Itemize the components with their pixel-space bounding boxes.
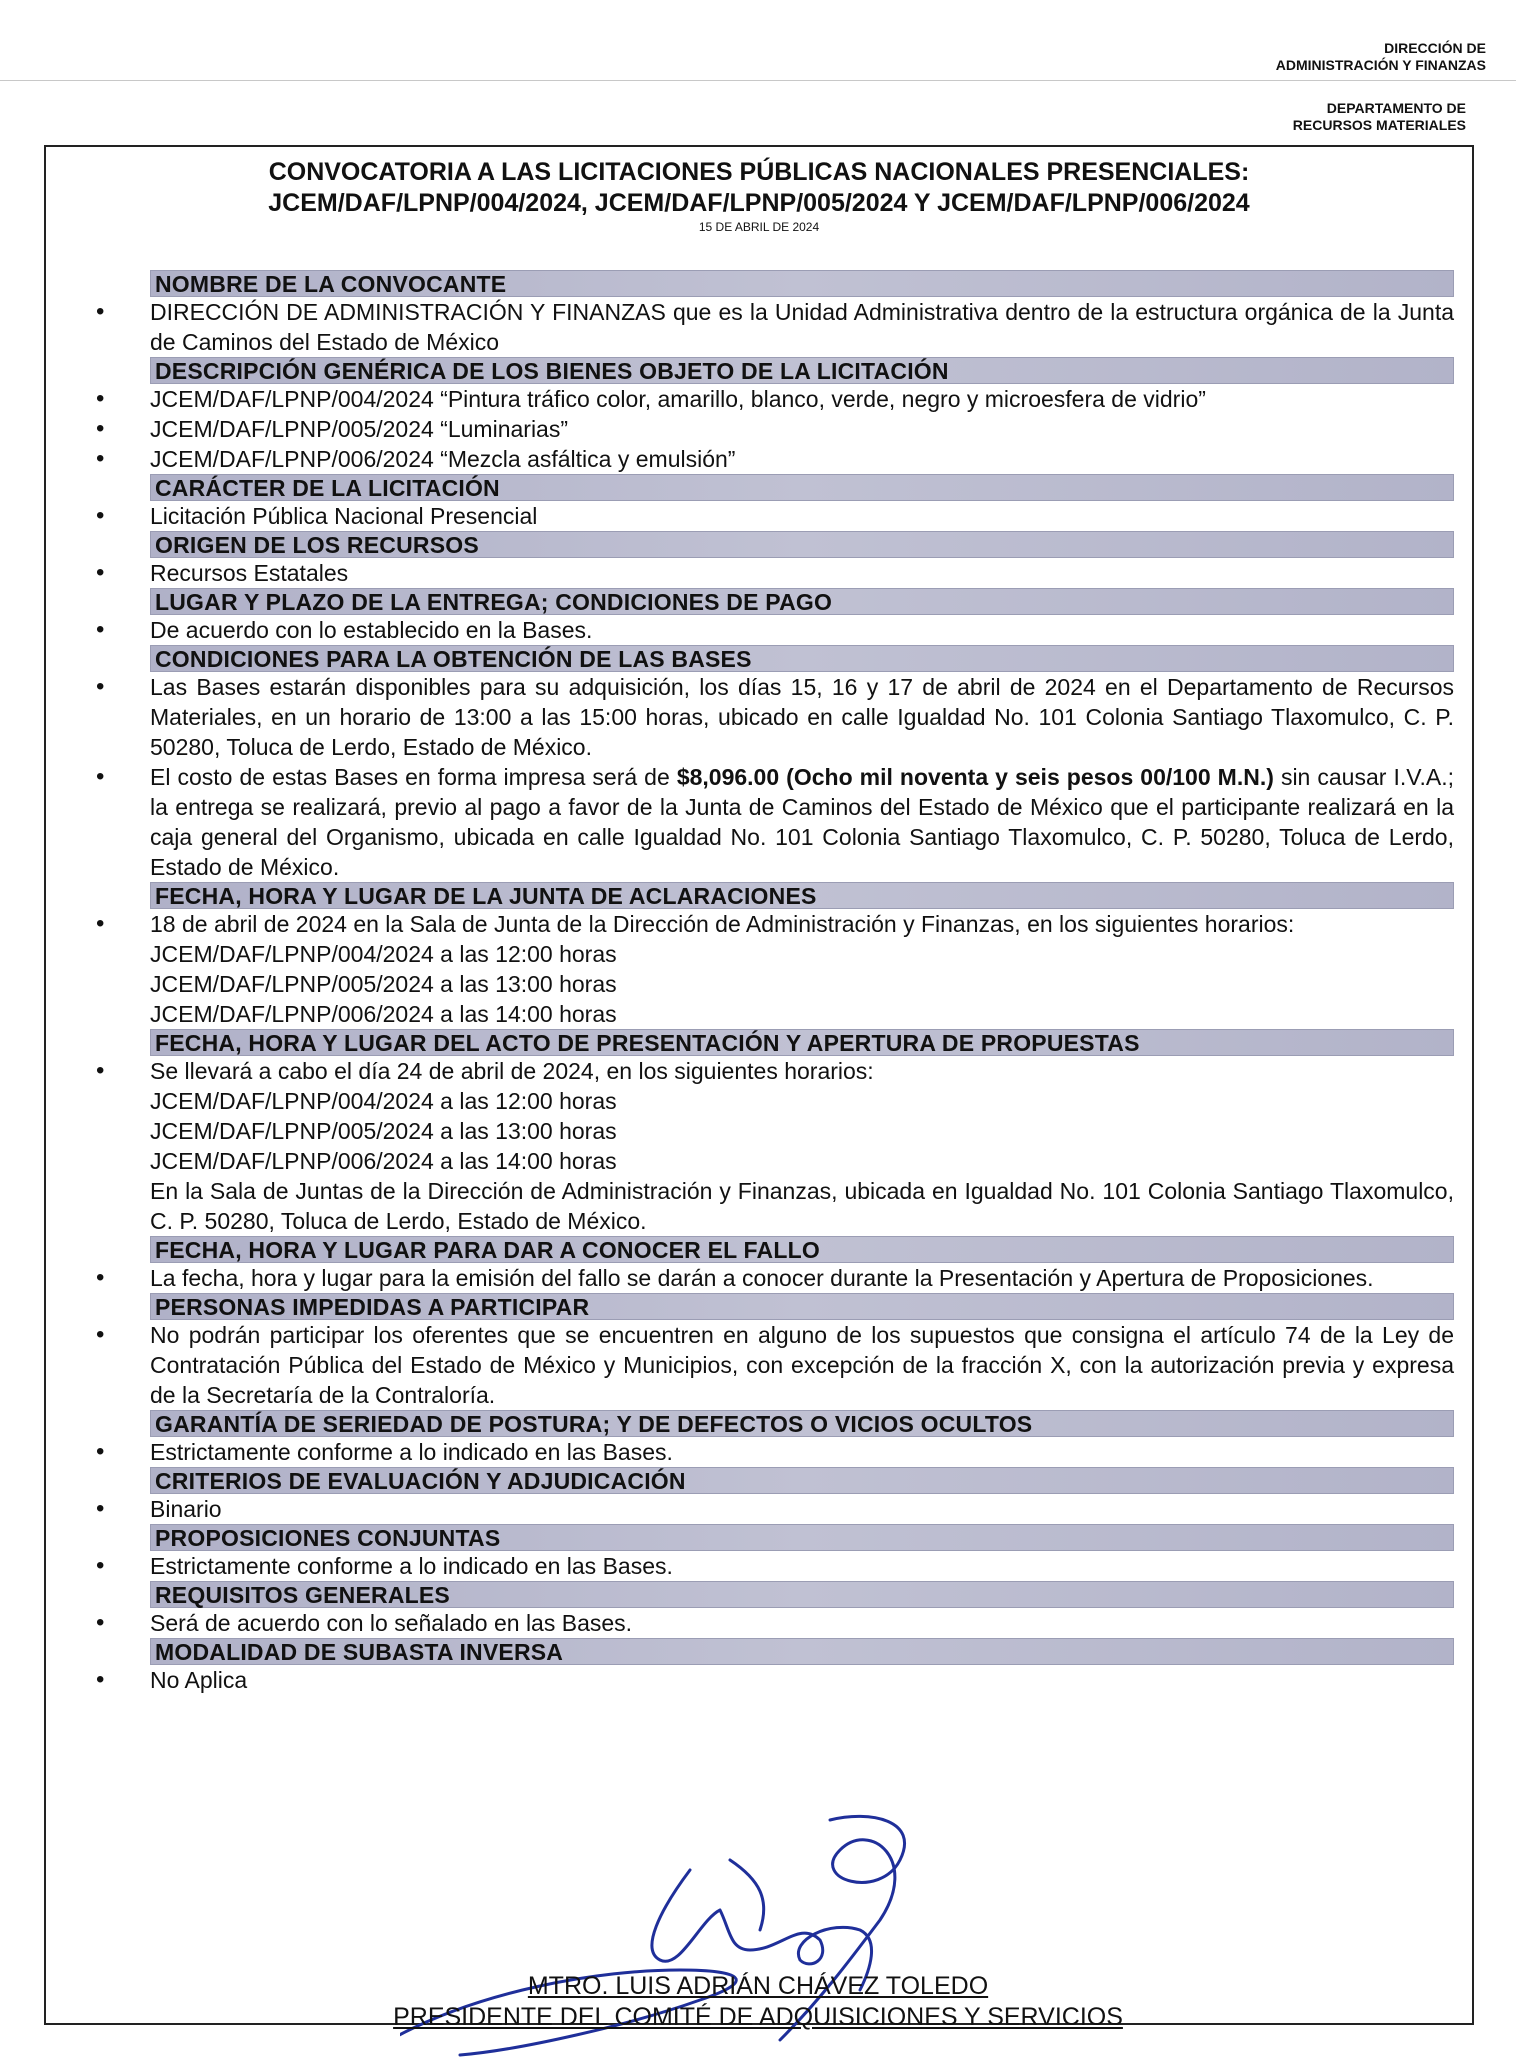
bullet-text: • La fecha, hora y lugar para la emisión del fallo se darán a conocer durante la Presentación y Apertura de Proposiciones. xyxy=(150,1265,1374,1291)
bullet-item xyxy=(94,1320,1454,1410)
section xyxy=(94,1029,1454,1236)
bullet-text: • JCEM/DAF/LPNP/004/2024 “Pintura tráfico color, amarillo, blanco, verde, negro y microesfera de vidrio” xyxy=(150,386,1206,412)
bullet-text: JCEM/DAF/LPNP/004/2024 a las 12:00 horas xyxy=(150,941,617,967)
bullet-item xyxy=(94,1551,1454,1581)
bullet-text: • DIRECCIÓN DE ADMINISTRACIÓN Y FINANZAS que es la Unidad Administrativa dentro de la estructura orgánica de la Junta de Caminos del Estado de México xyxy=(150,299,1454,355)
section-heading: DESCRIPCIÓN GENÉRICA DE LOS BIENES OBJETO DE LA LICITACIÓN xyxy=(155,358,949,384)
costo-post: sin causar I.V.A.; la entrega se realizará, previo al pago a favor de la Junta de Caminos del Estado de México que el participante realizará en la caja general del Organismo, ubicada en calle Igualdad No. 101 Colonia Santiago Tlaxomulco, C. P. 50280, Toluca de Lerdo, Estado de México. xyxy=(150,764,1454,880)
bullet-text: • De acuerdo con lo establecido en la Bases. xyxy=(150,617,593,643)
sections-container xyxy=(94,270,1454,1695)
header-departamento xyxy=(1293,100,1466,134)
bullet-item xyxy=(94,1056,1454,1236)
section xyxy=(94,1410,1454,1467)
bullet-text: • No podrán participar los oferentes que se encuentren en alguno de los supuestos que consigna el artículo 74 de la Ley de Contratación Pública del Estado de México y Municipios, con excepción de la fracción X, con la autorización previa y expresa de la Secretaría de la Contraloría. xyxy=(150,1322,1454,1408)
bullet-text: • No Aplica xyxy=(150,1667,248,1693)
costo-pre: El costo de estas Bases en forma impresa será de xyxy=(150,764,677,790)
section xyxy=(94,588,1454,645)
section-heading: MODALIDAD DE SUBASTA INVERSA xyxy=(155,1639,564,1665)
section-heading-bar xyxy=(150,1638,1454,1665)
costo-amount: $8,096.00 (Ocho mil noventa y seis pesos 00/100 M.N.) xyxy=(676,764,1274,790)
bullet-text: JCEM/DAF/LPNP/005/2024 a las 13:00 horas xyxy=(150,971,617,997)
section-heading-bar xyxy=(150,474,1454,501)
signer-name: MTRO. LUIS ADRIÁN CHÁVEZ TOLEDO xyxy=(527,1972,989,2000)
section xyxy=(94,474,1454,531)
section-heading-bar xyxy=(150,1029,1454,1056)
section-heading-bar xyxy=(150,357,1454,384)
title-date: 15 DE ABRIL DE 2024 xyxy=(698,220,820,234)
section xyxy=(94,270,1454,357)
bullet-text: • Estrictamente conforme a lo indicado en las Bases. xyxy=(150,1439,673,1465)
section xyxy=(94,357,1454,474)
section-heading: PROPOSICIONES CONJUNTAS xyxy=(155,1525,501,1551)
bullet-item xyxy=(94,1494,1454,1524)
section-heading-bar xyxy=(150,1293,1454,1320)
header-direccion-line2: ADMINISTRACIÓN Y FINANZAS xyxy=(1275,57,1486,73)
bullet-item xyxy=(94,909,1454,1029)
document-title xyxy=(46,157,1472,235)
section xyxy=(94,1236,1454,1293)
section xyxy=(94,645,1454,882)
bullet-item xyxy=(94,615,1454,645)
bullet-text: • Se llevará a cabo el día 24 de abril de 2024, en los siguientes horarios: xyxy=(150,1058,874,1084)
section-heading: LUGAR Y PLAZO DE LA ENTREGA; CONDICIONES DE PAGO xyxy=(155,589,833,615)
section-heading-bar xyxy=(150,270,1454,297)
bullet-text: • 18 de abril de 2024 en la Sala de Junta de la Dirección de Administración y Finanzas, en los siguientes horarios: xyxy=(150,911,1295,937)
section-heading: FECHA, HORA Y LUGAR DEL ACTO DE PRESENTACIÓN Y APERTURA DE PROPUESTAS xyxy=(155,1030,1140,1056)
bullet-text: JCEM/DAF/LPNP/006/2024 a las 14:00 horas xyxy=(150,1001,617,1027)
section-heading-bar xyxy=(150,882,1454,909)
bullet-item xyxy=(94,501,1454,531)
section-heading-bar xyxy=(150,1467,1454,1494)
bullet-item xyxy=(94,1437,1454,1467)
section xyxy=(94,1638,1454,1695)
bullet-item xyxy=(94,444,1454,474)
bullet-text: • Estrictamente conforme a lo indicado en las Bases. xyxy=(150,1553,673,1579)
bullet-item xyxy=(94,558,1454,588)
section xyxy=(94,1524,1454,1581)
section-heading: REQUISITOS GENERALES xyxy=(155,1582,450,1608)
bullet-item-costo xyxy=(94,762,1454,882)
title-line-2: JCEM/DAF/LPNP/004/2024, JCEM/DAF/LPNP/005/2024 Y JCEM/DAF/LPNP/006/2024 xyxy=(268,189,1250,217)
header-direccion-line1: DIRECCIÓN DE xyxy=(1384,40,1486,56)
bullet-text: En la Sala de Juntas de la Dirección de Administración y Finanzas, ubicada en Igualdad No. 101 Colonia Santiago Tlaxomulco, C. P. 50280, Toluca de Lerdo, Estado de México. xyxy=(150,1178,1454,1234)
bullet-text: • JCEM/DAF/LPNP/005/2024 “Luminarias” xyxy=(150,416,568,442)
title-line-1: CONVOCATORIA A LAS LICITACIONES PÚBLICAS NACIONALES PRESENCIALES: xyxy=(268,158,1250,186)
section xyxy=(94,1467,1454,1524)
section xyxy=(94,1293,1454,1410)
bullet-item xyxy=(94,297,1454,357)
section xyxy=(94,1581,1454,1638)
section-heading: FECHA, HORA Y LUGAR DE LA JUNTA DE ACLARACIONES xyxy=(155,883,817,909)
section-heading-bar xyxy=(150,1236,1454,1263)
document-frame xyxy=(44,145,1474,2025)
bullet-item xyxy=(94,1263,1454,1293)
bullet-item xyxy=(94,414,1454,444)
section-heading: FECHA, HORA Y LUGAR PARA DAR A CONOCER EL FALLO xyxy=(155,1237,820,1263)
section-heading-bar xyxy=(150,531,1454,558)
bullet-item xyxy=(94,384,1454,414)
section-heading: PERSONAS IMPEDIDAS A PARTICIPAR xyxy=(155,1294,590,1320)
header-departamento-line1: DEPARTAMENTO DE xyxy=(1326,100,1466,116)
section-heading: CONDICIONES PARA LA OBTENCIÓN DE LAS BASES xyxy=(155,646,752,672)
header-departamento-line2: RECURSOS MATERIALES xyxy=(1292,117,1466,133)
bullet-item xyxy=(94,1608,1454,1638)
bullet-text: • JCEM/DAF/LPNP/006/2024 “Mezcla asfáltica y emulsión” xyxy=(150,446,736,472)
header-direccion xyxy=(1276,40,1486,74)
bullet-text: • Recursos Estatales xyxy=(150,560,349,586)
section-heading: CRITERIOS DE EVALUACIÓN Y ADJUDICACIÓN xyxy=(155,1468,686,1494)
section-heading-bar xyxy=(150,1581,1454,1608)
section-heading-bar xyxy=(150,588,1454,615)
bullet-item xyxy=(94,1665,1454,1695)
section-heading: NOMBRE DE LA CONVOCANTE xyxy=(155,271,507,297)
bullet-text: JCEM/DAF/LPNP/006/2024 a las 14:00 horas xyxy=(150,1148,617,1174)
bullet-text: • Será de acuerdo con lo señalado en las Bases. xyxy=(150,1610,633,1636)
section-heading-bar xyxy=(150,645,1454,672)
section-heading-bar xyxy=(150,1410,1454,1437)
section xyxy=(94,882,1454,1029)
section-heading: ORIGEN DE LOS RECURSOS xyxy=(155,532,479,558)
section-heading-bar xyxy=(150,1524,1454,1551)
section-heading: CARÁCTER DE LA LICITACIÓN xyxy=(155,475,500,501)
bullet-text: • Binario xyxy=(150,1496,222,1522)
bullet-text: JCEM/DAF/LPNP/004/2024 a las 12:00 horas xyxy=(150,1088,617,1114)
signer-role: PRESIDENTE DEL COMITÉ DE ADQUISICIONES Y SERVICIOS xyxy=(393,2003,1123,2031)
header-divider xyxy=(0,80,1516,81)
bullet-text: • Las Bases estarán disponibles para su adquisición, los días 15, 16 y 17 de abril de 2024 en el Departamento de Recursos Materiales, en un horario de 13:00 a las 15:00 horas, ubicado en calle Igualdad No. 101 Colonia Santiago Tlaxomulco, C. P. 50280, Toluca de Lerdo, Estado de México. xyxy=(150,674,1454,760)
section xyxy=(94,531,1454,588)
bullet-text: • Licitación Pública Nacional Presencial xyxy=(150,503,538,529)
bullet-item xyxy=(94,672,1454,762)
bullet-text: JCEM/DAF/LPNP/005/2024 a las 13:00 horas xyxy=(150,1118,617,1144)
section-heading: GARANTÍA DE SERIEDAD DE POSTURA; Y DE DEFECTOS O VICIOS OCULTOS xyxy=(155,1411,1033,1437)
